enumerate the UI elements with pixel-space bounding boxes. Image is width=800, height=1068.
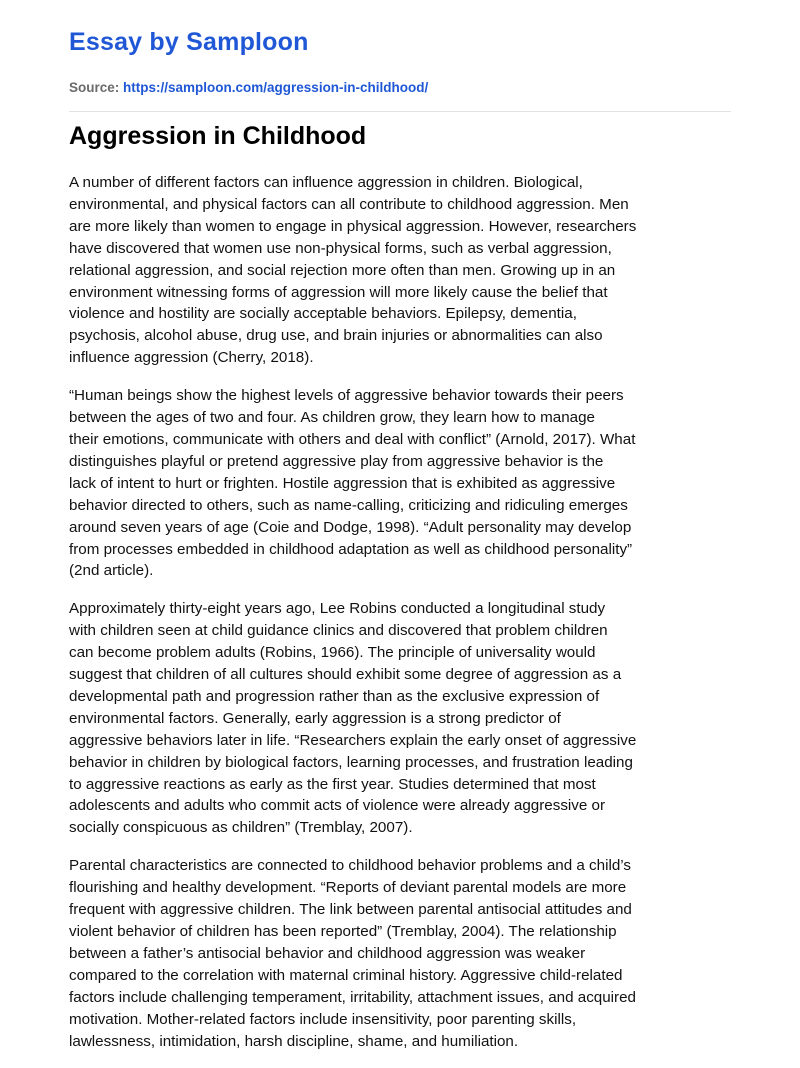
paragraph-line: to aggressive reactions as early as the first year. Studies determined that most — [69, 775, 596, 793]
source-label: Source: — [69, 80, 120, 95]
paragraph-line: “Human beings show the highest levels of aggressive behavior towards their peers — [69, 387, 624, 405]
essay-body — [69, 172, 739, 1068]
paragraph-line: have discovered that women use non-physical forms, such as verbal aggression, — [69, 239, 612, 257]
paragraph-line: influence aggression (Cherry, 2018). — [69, 349, 314, 367]
site-brand: Essay by Samploon — [69, 28, 309, 56]
paragraph-line: flourishing and healthy development. “Reports of deviant parental models are more — [69, 879, 627, 897]
page-title: Aggression in Childhood — [69, 122, 367, 150]
paragraph-line: suggest that children of all cultures should exhibit some degree of aggression as a — [69, 666, 622, 684]
paragraph-line: aggressive behaviors later in life. “Researchers explain the early onset of aggressive — [69, 731, 637, 749]
paragraph-line: distinguishes playful or pretend aggressive play from aggressive behavior is the — [69, 452, 604, 470]
paragraph-line: behavior in children by biological factors, learning processes, and frustration leading — [69, 753, 633, 771]
paragraph-line: relational aggression, and social rejection more often than men. Growing up in an — [69, 261, 616, 279]
paragraph-line: (2nd article). — [69, 562, 154, 580]
paragraph-line: frequent with aggressive children. The link between parental antisocial attitudes and — [69, 901, 632, 919]
paragraph-line: Parental characteristics are connected to childhood behavior problems and a child’s — [69, 857, 631, 875]
paragraph-line: motivation. Mother-related factors include insensitivity, poor parenting skills, — [69, 1010, 577, 1028]
essay-paragraph — [69, 855, 739, 1052]
paragraph-line: psychosis, alcohol abuse, drug use, and brain injuries or abnormalities can also — [69, 327, 603, 345]
paragraph-line: environmental, and physical factors can all contribute to childhood aggression. Men — [69, 195, 629, 213]
paragraph-line: developmental path and progression rather than as the exclusive expression of — [69, 687, 600, 705]
paragraph-line: can become problem adults (Robins, 1966). The principle of universality would — [69, 644, 596, 662]
paragraph-line: between the ages of two and four. As children grow, they learn how to manage — [69, 409, 595, 427]
divider — [69, 111, 731, 112]
paragraph-line: Approximately thirty-eight years ago, Lee Robins conducted a longitudinal study — [69, 600, 606, 618]
paragraph-line: lawlessness, intimidation, harsh discipline, shame, and humiliation. — [69, 1032, 519, 1050]
paragraph-line: violence and hostility are socially acceptable behaviors. Epilepsy, dementia, — [69, 305, 577, 323]
paragraph-line: between a father’s antisocial behavior and childhood aggression was weaker — [69, 944, 586, 962]
paragraph-line: socially conspicuous as children” (Tremblay, 2007). — [69, 819, 413, 837]
paragraph-line: A number of different factors can influence aggression in children. Biological, — [69, 174, 583, 191]
essay-paragraph — [69, 385, 739, 582]
paragraph-line: environmental factors. Generally, early aggression is a strong predictor of — [69, 709, 561, 727]
paragraph-line: from processes embedded in childhood adaptation as well as childhood personality” — [69, 540, 633, 558]
paragraph-line: their emotions, communicate with others and deal with conflict” (Arnold, 2017). What — [69, 430, 636, 448]
paragraph-line: violent behavior of children has been reported” (Tremblay, 2004). The relationship — [69, 923, 617, 940]
paragraph-line: with children seen at child guidance clinics and discovered that problem children — [69, 622, 608, 640]
essay-paragraph — [69, 598, 739, 839]
essay-paragraph — [69, 172, 739, 369]
paragraph-line: around seven years of age (Coie and Dodge, 1998). “Adult personality may develop — [69, 518, 632, 536]
paragraph-line: environment witnessing forms of aggression will more likely cause the belief that — [69, 283, 608, 301]
paragraph-line: are more likely than women to engage in physical aggression. However, researchers — [69, 217, 637, 235]
source-line — [69, 80, 428, 95]
paragraph-line: factors include challenging temperament, irritability, attachment issues, and acquired — [69, 988, 637, 1006]
paragraph-line: behavior directed to others, such as name-calling, criticizing and ridiculing emerges — [69, 496, 628, 514]
paragraph-line: compared to the correlation with maternal criminal history. Aggressive child-related — [69, 966, 623, 984]
paragraph-line: adolescents and adults who commit acts of violence were already aggressive or — [69, 797, 606, 815]
source-link[interactable]: https://samploon.com/aggression-in-childhood/ — [123, 80, 429, 95]
paragraph-line: lack of intent to hurt or frighten. Hostile aggression that is exhibited as aggressive — [69, 474, 616, 492]
